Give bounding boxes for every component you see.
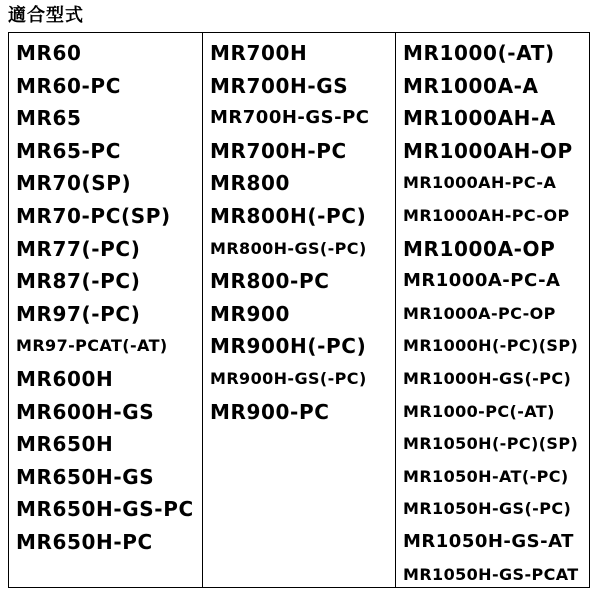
- compatible-models-table: [8, 32, 590, 588]
- model-item: MR1000A-PC-OP: [403, 303, 556, 323]
- model-item: MR650H-GS: [16, 464, 155, 489]
- model-item: MR1000AH-OP: [403, 138, 573, 163]
- model-item: MR60-PC: [16, 73, 121, 98]
- model-item: MR97(-PC): [16, 301, 141, 326]
- model-item: MR70-PC(SP): [16, 203, 171, 228]
- model-item: MR87(-PC): [16, 269, 141, 294]
- model-item: MR97-PCAT(-AT): [16, 336, 168, 356]
- model-item: MR1050H-GS-PCAT: [403, 564, 579, 584]
- model-item: MR650H-PC: [16, 529, 153, 554]
- model-item: MR1000A-OP: [403, 236, 556, 261]
- model-item: MR65: [16, 106, 82, 131]
- model-item: MR1000H(-PC)(SP): [403, 336, 579, 356]
- model-item: MR700H: [210, 41, 308, 65]
- page-title: 適合型式: [8, 5, 84, 26]
- model-item: MR900H-GS(-PC): [210, 368, 367, 388]
- model-item: MR1000A-PC-A: [403, 270, 561, 292]
- model-item: MR800: [210, 171, 291, 196]
- model-item: MR1000-PC(-AT): [403, 401, 555, 421]
- model-item: MR900: [210, 301, 291, 326]
- model-item: MR600H-GS: [16, 399, 155, 424]
- model-item: MR65-PC: [16, 138, 121, 163]
- model-item: MR1050H-GS(-PC): [403, 499, 572, 519]
- model-item: MR700H-PC: [210, 138, 347, 163]
- model-item: MR1000(-AT): [403, 41, 555, 65]
- model-item: MR1000H-GS(-PC): [403, 368, 572, 388]
- model-item: MR800H(-PC): [210, 203, 367, 228]
- model-column-2: [202, 33, 395, 587]
- model-item: MR1050H(-PC)(SP): [403, 434, 579, 454]
- model-item: MR77(-PC): [16, 236, 141, 261]
- model-item: MR700H-GS-PC: [210, 107, 370, 129]
- model-column-3: [395, 33, 589, 587]
- model-item: MR70(SP): [16, 171, 132, 196]
- model-item: MR1050H-GS-AT: [403, 530, 574, 552]
- model-item: MR900-PC: [210, 399, 330, 424]
- model-item: MR1000AH-PC-A: [403, 173, 557, 193]
- model-column-1: [9, 33, 202, 587]
- model-item: MR1000AH-A: [403, 106, 556, 131]
- model-item: MR60: [16, 41, 82, 65]
- model-item: MR600H: [16, 366, 114, 391]
- model-item: MR1000AH-PC-OP: [403, 205, 570, 225]
- model-item: MR1050H-AT(-PC): [403, 466, 569, 486]
- model-item: MR800H-GS(-PC): [210, 238, 367, 258]
- model-item: MR1000A-A: [403, 73, 539, 98]
- model-item: MR650H: [16, 432, 114, 457]
- model-item: MR800-PC: [210, 269, 330, 294]
- model-item: MR700H-GS: [210, 73, 349, 98]
- model-item: MR650H-GS-PC: [16, 497, 194, 522]
- model-item: MR900H(-PC): [210, 334, 367, 359]
